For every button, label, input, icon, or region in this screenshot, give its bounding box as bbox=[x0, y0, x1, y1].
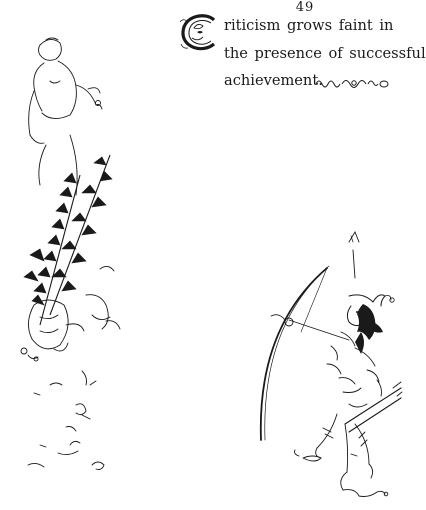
statue-illustration bbox=[10, 25, 150, 480]
dropcap-c-letter bbox=[178, 14, 220, 52]
archer-illustration bbox=[245, 228, 402, 510]
page-number: 49 bbox=[295, 0, 315, 15]
quote-line-2: the presence of successful bbox=[224, 45, 426, 62]
scroll-ornament-icon bbox=[314, 76, 390, 90]
quote-line-3: achievement. bbox=[224, 72, 323, 89]
quote-line-1: riticism grows faint in bbox=[224, 17, 394, 34]
